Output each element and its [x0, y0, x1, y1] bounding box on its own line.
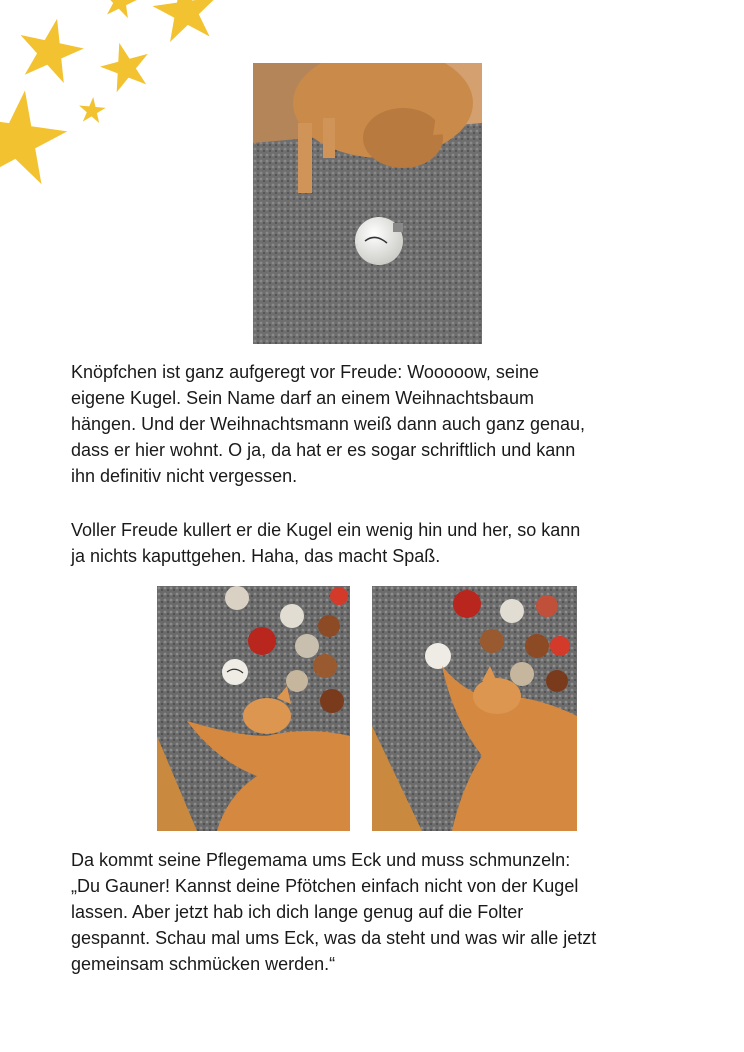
photo-cat-ornament-icon	[253, 63, 482, 344]
text-line: dass er hier wohnt. O ja, da hat er es sogar schriftlich und kann	[71, 440, 576, 460]
text-line: lassen. Aber jetzt hab ich dich lange genug auf die Folter	[71, 902, 524, 922]
stars-decoration	[0, 0, 240, 250]
photo-cat-lying-icon	[157, 586, 350, 831]
story-paragraph-1	[71, 359, 671, 489]
text-line: Voller Freude kullert er die Kugel ein wenig hin und her, so kann	[71, 520, 581, 540]
star-icon	[13, 12, 89, 86]
text-line: gespannt. Schau mal ums Eck, was da steht und was wir alle jetzt	[71, 928, 597, 948]
photo-cat-lying-reaching	[157, 586, 350, 831]
text-line: hängen. Und der Weihnachtsmann weiß dann auch ganz genau,	[71, 414, 586, 434]
story-paragraph-2	[71, 517, 671, 569]
text-line: Knöpfchen ist ganz aufgeregt vor Freude: Wooooow, seine	[71, 362, 539, 382]
photo-cat-pawing-icon	[372, 586, 577, 831]
text-line: Da kommt seine Pflegemama ums Eck und muss schmunzeln:	[71, 850, 571, 870]
star-icon	[149, 0, 222, 44]
star-icon	[95, 36, 155, 94]
star-icon-group	[0, 0, 240, 250]
text-line: ihn definitiv nicht vergessen.	[71, 466, 298, 486]
photo-cat-pawing-ornament	[372, 586, 577, 831]
text-line: eigene Kugel. Sein Name darf an einem Weihnachtsbaum	[71, 388, 534, 408]
text-line: ja nichts kaputtgehen. Haha, das macht Spaß.	[71, 546, 441, 566]
story-paragraph-3	[71, 847, 671, 977]
photo-cat-sniffing-ornament	[253, 63, 482, 344]
star-icon	[0, 84, 72, 187]
text-line: „Du Gauner! Kannst deine Pfötchen einfach nicht von der Kugel	[71, 876, 579, 896]
star-icon	[78, 96, 107, 124]
text-line: gemeinsam schmücken werden.“	[71, 954, 336, 974]
star-icon	[101, 0, 140, 19]
